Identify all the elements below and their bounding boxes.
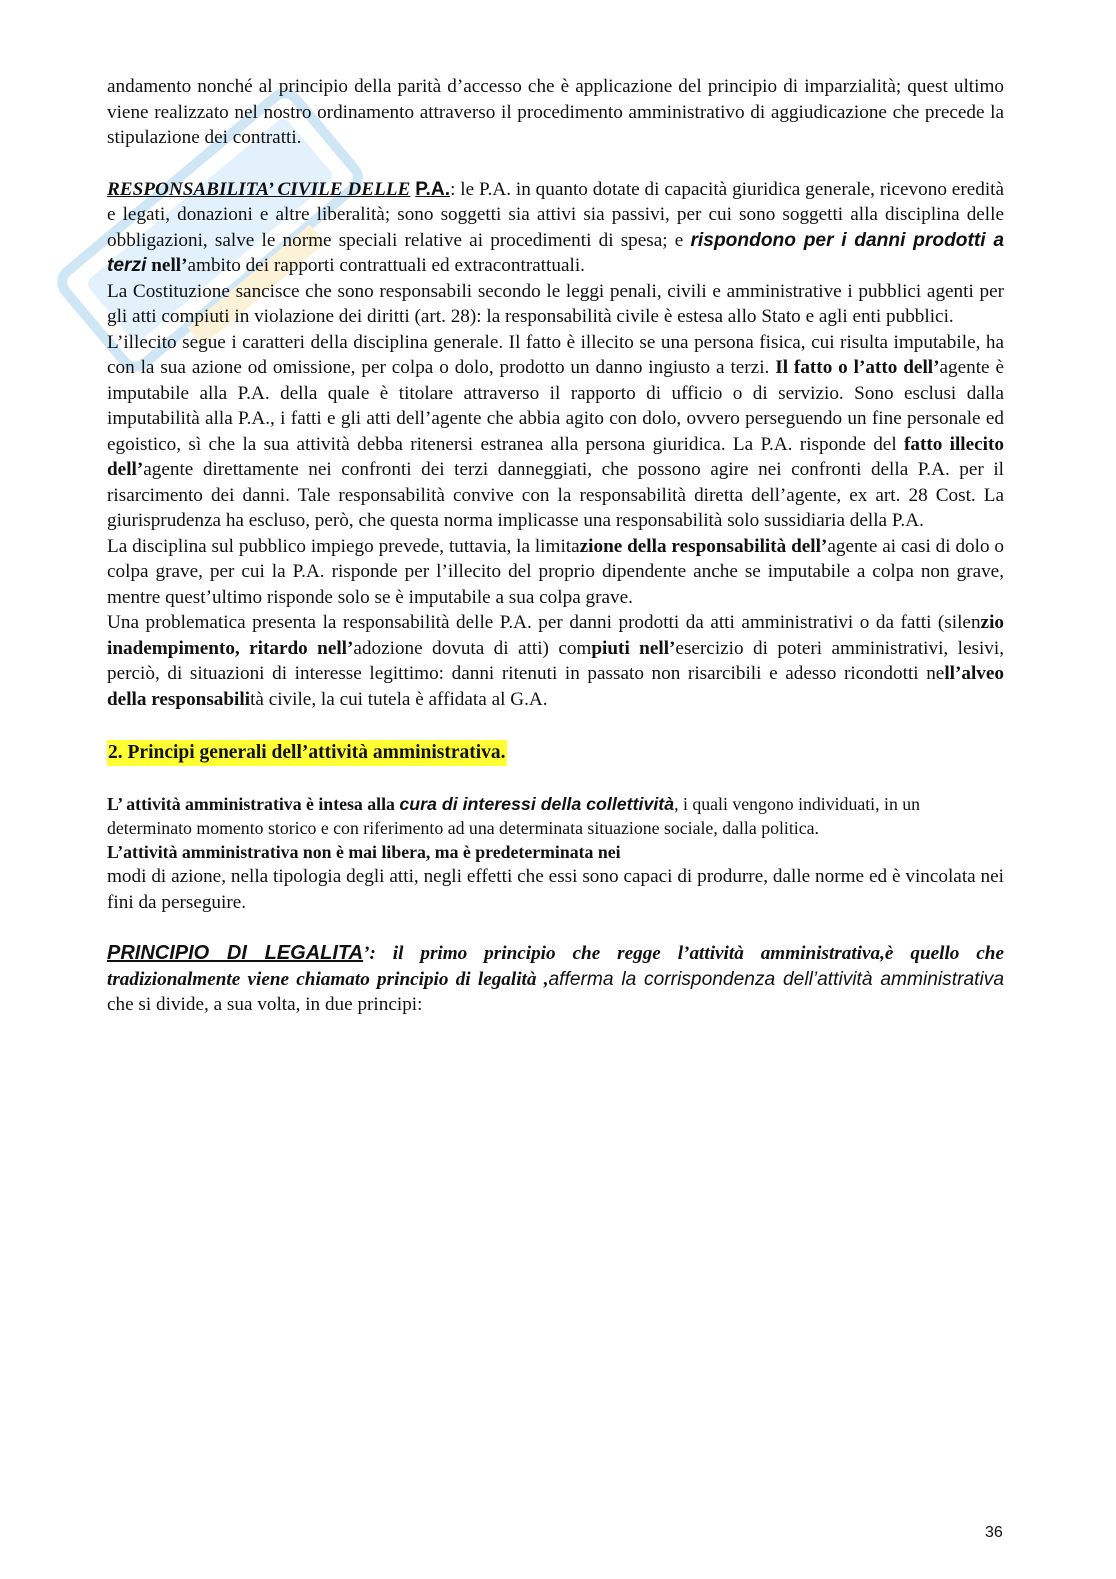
principio-legalita-title: PRINCIPIO DI LEGALITA bbox=[107, 942, 364, 964]
paragraph-intro: andamento nonché al principio della parità d’accesso che è applicazione del principio di imparzialità; quest ultimo viene realizzato nel nostro ordinamento attraverso il procedimento amministrativo di aggiudicazione che precede la stipulazione dei contratti. bbox=[107, 76, 1004, 148]
document-page bbox=[107, 74, 1004, 1018]
section-heading-principi-generali: 2. Principi generali dell’attività amministrativa. bbox=[107, 740, 507, 766]
page-number: 36 bbox=[985, 1524, 1003, 1541]
responsabilita-emphasis: rispondono per i danni prodotti a terzi bbox=[107, 229, 1005, 276]
responsabilita-title: RESPONSABILITA’ CIVILE DELLE bbox=[107, 178, 411, 200]
attivita-emphasis: cura di interessi della collettività bbox=[399, 794, 675, 814]
paragraph-modi-di-azione: modi di azione, nella tipologia degli atti, negli effetti che essi sono capaci di produrre, dalle norme ed è vincolata nei fini da perseguire. bbox=[107, 866, 1004, 913]
paragraph-responsabilita: RESPONSABILITA’ CIVILE DELLE P.A.: le P.A. in quanto dotate di capacità giuridica generale, ricevono eredità e legati, donazioni e altre liberalità; sono soggetti sia attivi sia passivi, per cui sono soggetti alla disciplina delle obbligazioni, salve le norme speciali relative ai procedimenti di spesa; e rispondono per i danni prodotti a terzi nell’ambito dei rapporti contrattuali ed extracontrattuali. La Costituzione sancisce che sono responsabili secondo le leggi penali, civili e amministrative i pubblici agenti per gli atti compiuti in violazione dei diritti (art. 28): la responsabilità civile è estesa allo Stato e agli enti pubblici. L’illecito segue i caratteri della disciplina generale. Il fatto è illecito se una persona fisica, cui risulta imputabile, ha con la sua azione od omissione, per colpa o dolo, prodotto un danno ingiusto a terzi. Il fatto o l’atto dell’agente è imputabile alla P.A. della quale è titolare attraverso il rapporto di ufficio o di servizio. Sono esclusi dalla imputabilità alla P.A., i fatti e gli atti dell’agente che abbia agito con dolo, ovvero perseguendo un fine personale ed egoistico, sì che la sua attività debba ritenersi estranea alla persona giuridica. La P.A. risponde del fatto illecito dell’agente direttamente nei confronti dei terzi danneggiati, che possono agire nei confronti della P.A. per il risarcimento dei danni. Tale responsabilità convive con la responsabilità diretta dell’agente, ex art. 28 Cost. La giurisprudenza ha escluso, però, che questa norma implicasse una responsabilità solo sussidiaria della P.A. La disciplina sul pubblico impiego prevede, tuttavia, la limitazione della responsabilità dell’agente ai casi di dolo o colpa grave, per cui la P.A. risponde per l’illecito del proprio dipendente anche se imputabile a colpa non grave, mentre quest’ultimo risponde solo se è imputabile a sua colpa grave. Una problematica presenta la responsabilità delle P.A. per danni prodotti da atti amministrativi o da fatti (silenzio inadempimento, ritardo nell’adozione dovuta di atti) compiuti nell’esercizio di poteri amministrativi, lesivi, perciò, di situazioni di interesse legittimo: danni ritenuti in passato non risarcibili e adesso ricondotti nell’alveo della responsabilità civile, la cui tutela è affidata al G.A. bbox=[107, 178, 1005, 710]
paragraph-principio-legalita: PRINCIPIO DI LEGALITA’: il primo principio che regge l’attività amministrativa,è quello che tradizionalmente viene chiamato principio di legalità ,afferma la corrispondenza dell’attività amministrativa che si divide, a sua volta, in due principi: bbox=[107, 942, 1005, 1015]
paragraph-attivita-amministrativa: L’ attività amministrativa è intesa alla cura di interessi della collettività, i quali vengono individuati, in un determinato momento storico e con riferimento ad una determinata situazione sociale, dalla politica. L’attività amministrativa non è mai libera, ma è predeterminata nei bbox=[107, 794, 921, 862]
responsabilita-title-pa: P.A. bbox=[415, 178, 451, 200]
